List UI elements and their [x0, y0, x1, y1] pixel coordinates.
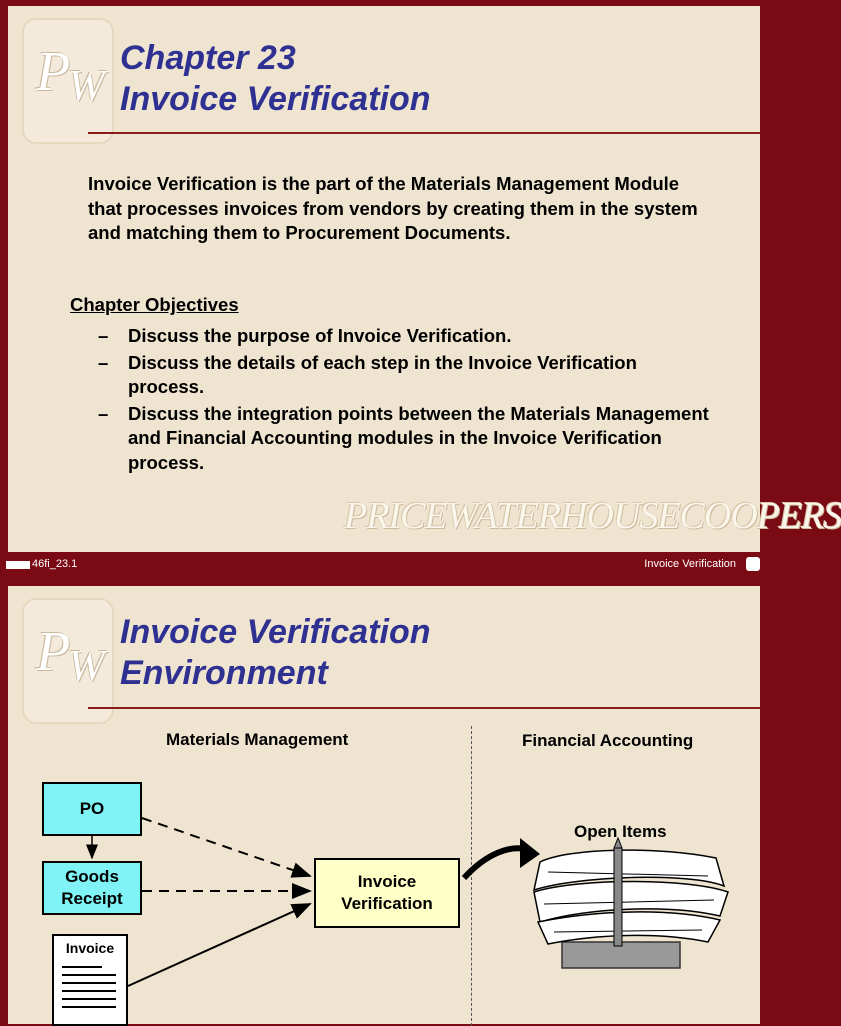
objective-item: – Discuss the details of each step in the Invoice Verification process. [98, 351, 718, 400]
goods-receipt-label: Goods Receipt [61, 867, 123, 908]
logo-mark-p: P [36, 41, 71, 103]
slide-1-title [120, 38, 431, 120]
po-box [42, 782, 142, 836]
po-to-iv-arrow [142, 818, 310, 876]
objective-item: – Discuss the purpose of Invoice Verification. [98, 324, 718, 349]
objectives-list [98, 324, 718, 477]
logo-mark-p: P [36, 621, 71, 683]
mm-label: Materials Management [166, 730, 349, 749]
pwc-watermark: PRICEWATERHOUSECOOPERS [344, 495, 841, 537]
footer-slide-id: 46fi_23.1 [32, 558, 78, 570]
objectives-heading: Chapter Objectives [70, 294, 239, 315]
po-label: PO [79, 799, 105, 818]
footer-logo-icon [746, 557, 760, 571]
title-rule [88, 132, 760, 134]
logo-mark-w: W [68, 61, 105, 110]
logo-mark-w: W [68, 641, 105, 690]
intro-paragraph: Invoice Verification is the part of the Materials Management Module that processes invoices from vendors by creating them in the system and matching them to Procurement Documents. [88, 173, 698, 243]
goods-receipt-box [42, 861, 142, 915]
title-line-2: Invoice Verification [120, 80, 431, 118]
invoice-verification-box [314, 858, 460, 928]
invoice-document-icon [52, 934, 128, 1026]
fa-label: Financial Accounting [522, 731, 694, 750]
objective-item: – Discuss the integration points between the Materials Management and Financial Accounting modules in the Invoice Verification process. [98, 402, 718, 476]
invoice-doc-label: Invoice [65, 940, 115, 956]
invoice-verification-label: Invoice Verification [341, 872, 433, 913]
footer-tag-icon [6, 561, 30, 569]
invoice-to-iv-arrow [128, 904, 310, 986]
title-line-1: Chapter 23 [120, 39, 296, 77]
slide-footer [0, 552, 768, 578]
slide-2 [8, 586, 760, 1024]
title-line-1: Invoice Verification [120, 613, 431, 651]
open-items-stack-icon [534, 838, 728, 968]
footer-title: Invoice Verification [644, 558, 736, 570]
open-items-label: Open Items [574, 822, 667, 841]
slide-1 [8, 6, 841, 552]
title-line-2: Environment [120, 654, 328, 692]
pwc-logo [22, 18, 114, 144]
